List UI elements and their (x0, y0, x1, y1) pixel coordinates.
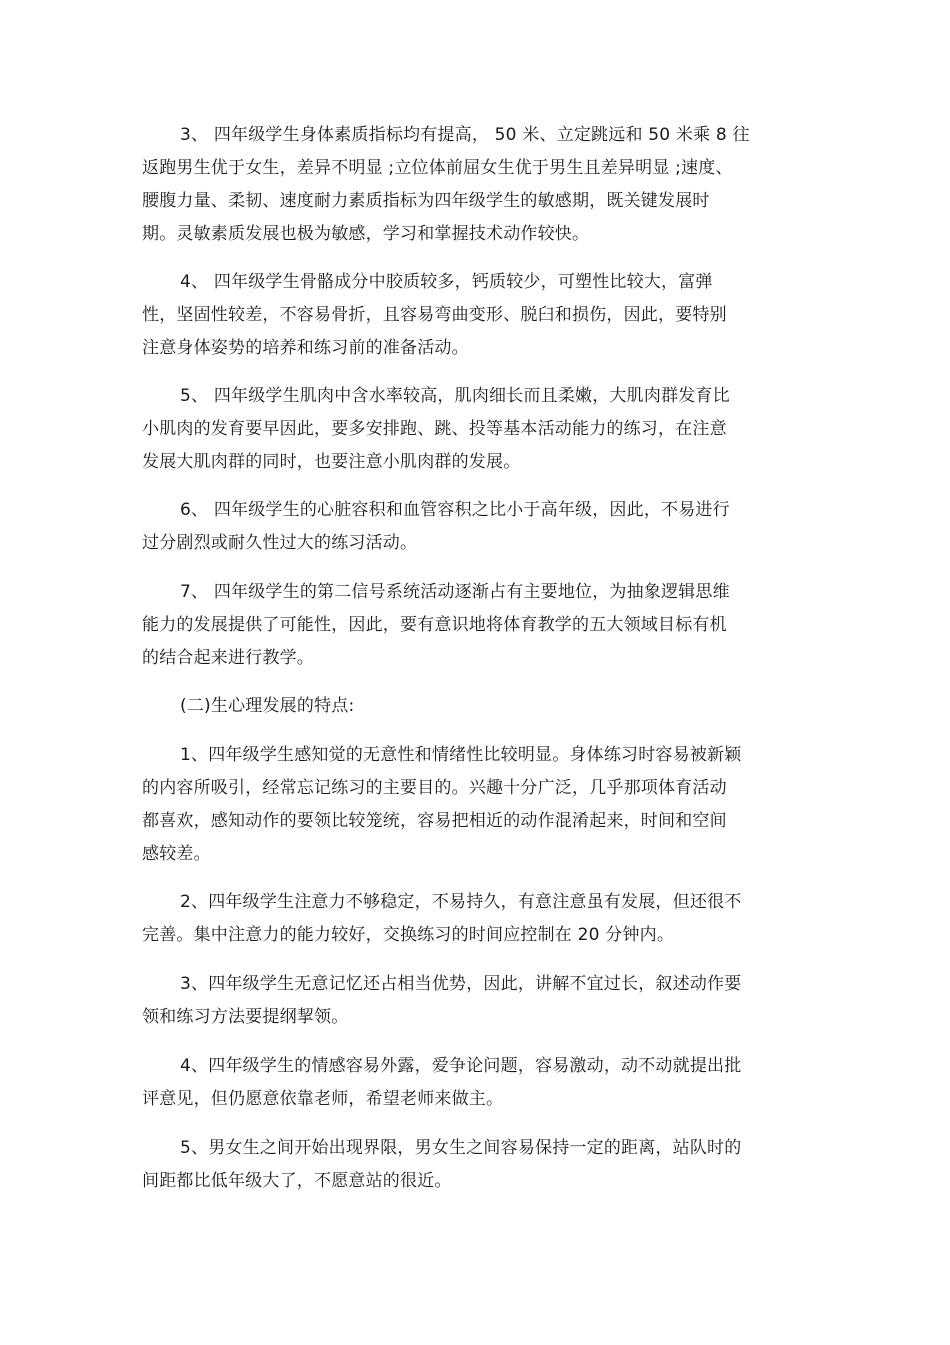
text-line: 返跑男生优于女生，差异不明显 ;立位体前屈女生优于男生且差异明显 ;速度、 (142, 158, 733, 178)
text-line: 注意身体姿势的培养和练习前的准备活动。 (142, 338, 469, 358)
text-line: 2、四年级学生注意力不够稳定，不易持久，有意注意虽有发展，但还很不 (180, 892, 742, 912)
text-line: 间距都比低年级大了，不愿意站的很近。 (142, 1171, 452, 1191)
text-line: 能力的发展提供了可能性，因此，要有意识地将体育教学的五大领域目标有机 (142, 615, 727, 635)
text-line: 小肌肉的发育要早因此，要多安排跑、跳、投等基本活动能力的练习，在注意 (142, 419, 727, 439)
text-line: 6、 四年级学生的心脏容积和血管容积之比小于高年级，因此，不易进行 (180, 500, 730, 520)
text-line: 4、四年级学生的情感容易外露，爱争论问题，容易激动，动不动就提出批 (180, 1056, 742, 1076)
text-line: 评意见，但仍愿意依靠老师，希望老师来做主。 (142, 1089, 504, 1109)
text-line: 期。灵敏素质发展也极为敏感，学习和掌握技术动作较快。 (142, 224, 590, 244)
text-line: 4、 四年级学生骨骼成分中胶质较多，钙质较少，可塑性比较大，富弹 (180, 272, 713, 292)
text-line: 的结合起来进行教学。 (142, 648, 314, 668)
text-line: 完善。集中注意力的能力较好，交换练习的时间应控制在 20 分钟内。 (142, 925, 675, 945)
text-line: 都喜欢，感知动作的要领比较笼统，容易把相近的动作混淆起来，时间和空间 (142, 811, 727, 831)
text-line: 的内容所吸引，经常忘记练习的主要目的。兴趣十分广泛，几乎那项体育活动 (142, 778, 727, 798)
text-line: 3、四年级学生无意记忆还占相当优势，因此，讲解不宜过长，叙述动作要 (180, 974, 742, 994)
text-line: 3、 四年级学生身体素质指标均有提高， 50 米、立定跳远和 50 米乘 8 往 (180, 125, 750, 145)
text-line: 5、 四年级学生肌肉中含水率较高，肌肉细长而且柔嫩，大肌肉群发育比 (180, 386, 730, 406)
text-line: 性，坚固性较差，不容易骨折，且容易弯曲变形、脱臼和损伤，因此，要特别 (142, 305, 727, 325)
heading-text: (二)生心理发展的特点: (180, 696, 355, 716)
text-line: 7、 四年级学生的第二信号系统活动逐渐占有主要地位，为抽象逻辑思维 (180, 582, 730, 602)
text-line: 腰腹力量、柔韧、速度耐力素质指标为四年级学生的敏感期，既关键发展时 (142, 191, 710, 211)
text-line: 1、四年级学生感知觉的无意性和情绪性比较明显。身体练习时容易被新颖 (180, 745, 742, 765)
text-line: 发展大肌肉群的同时，也要注意小肌肉群的发展。 (142, 452, 521, 472)
text-line: 感较差。 (142, 844, 211, 864)
text-line: 过分剧烈或耐久性过大的练习活动。 (142, 533, 418, 553)
text-line: 领和练习方法要提纲挈领。 (142, 1007, 349, 1027)
text-line: 5、男女生之间开始出现界限，男女生之间容易保持一定的距离，站队时的 (180, 1138, 742, 1158)
